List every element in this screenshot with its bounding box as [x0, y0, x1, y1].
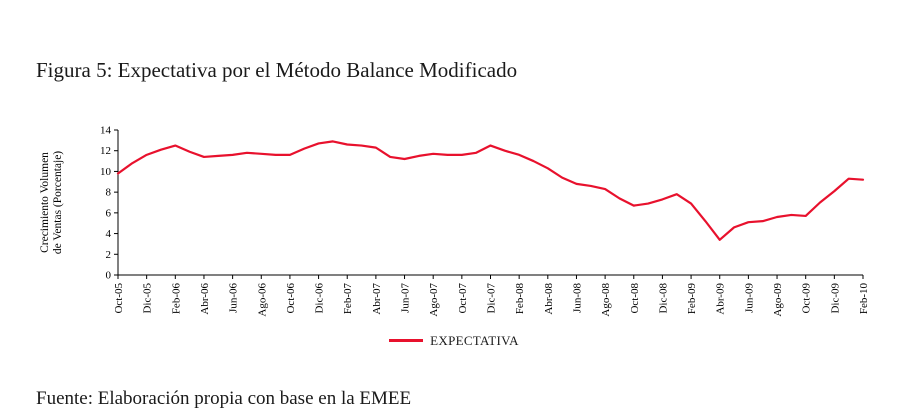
svg-text:Feb-06: Feb-06	[170, 283, 183, 315]
svg-text:Feb-09: Feb-09	[686, 283, 699, 315]
svg-text:Ago-07: Ago-07	[428, 283, 441, 317]
svg-text:Jun-09: Jun-09	[743, 283, 756, 313]
svg-text:Oct-06: Oct-06	[284, 283, 297, 314]
svg-text:Jun-08: Jun-08	[571, 283, 584, 313]
chart-legend	[0, 330, 908, 349]
svg-text:0: 0	[105, 269, 111, 282]
svg-text:Dic-07: Dic-07	[485, 283, 498, 314]
svg-text:4: 4	[105, 228, 111, 241]
svg-text:Ago-09: Ago-09	[772, 283, 785, 317]
svg-text:Oct-08: Oct-08	[628, 283, 641, 314]
svg-text:Abr-07: Abr-07	[370, 283, 383, 315]
legend-color-swatch	[389, 339, 423, 342]
svg-text:Oct-09: Oct-09	[800, 283, 813, 314]
svg-text:Feb-07: Feb-07	[342, 283, 355, 315]
svg-text:Oct-05: Oct-05	[113, 283, 125, 314]
svg-text:2: 2	[105, 248, 111, 261]
svg-text:Oct-07: Oct-07	[456, 283, 469, 314]
svg-text:Dic-09: Dic-09	[829, 283, 842, 314]
svg-text:12: 12	[100, 145, 111, 158]
svg-text:Feb-08: Feb-08	[514, 282, 527, 315]
svg-text:Ago-08: Ago-08	[600, 283, 613, 317]
figure-title: Figura 5: Expectativa por el Método Balance Modificado	[36, 58, 518, 82]
svg-text:Dic-05: Dic-05	[141, 283, 154, 314]
svg-text:6: 6	[105, 207, 111, 220]
svg-text:Abr-06: Abr-06	[198, 283, 211, 315]
svg-text:Dic-08: Dic-08	[657, 283, 670, 314]
legend-series-label: EXPECTATIVA	[430, 332, 519, 348]
svg-text:Jun-06: Jun-06	[227, 283, 240, 313]
svg-text:14: 14	[100, 124, 111, 137]
svg-text:Feb-10: Feb-10	[858, 283, 870, 315]
svg-text:Jun-07: Jun-07	[399, 283, 412, 313]
svg-text:Dic-06: Dic-06	[313, 283, 326, 314]
svg-text:Crecimiento Volumende Ventas: Crecimiento Volumende Ventas (Porcentaje)	[39, 150, 64, 255]
svg-text:Ago-06: Ago-06	[256, 283, 269, 317]
svg-text:10: 10	[100, 165, 111, 178]
svg-text:Abr-09: Abr-09	[714, 283, 727, 315]
svg-text:8: 8	[105, 186, 111, 199]
source-note: Fuente: Elaboración propia con base en la EMEE	[36, 388, 412, 409]
svg-text:Abr-08: Abr-08	[542, 283, 555, 315]
